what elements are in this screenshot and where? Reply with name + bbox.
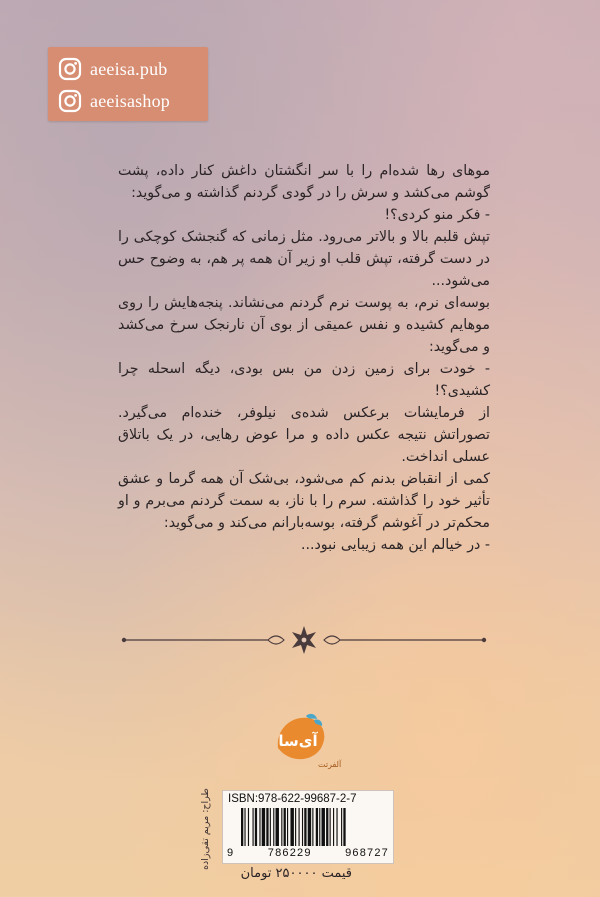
excerpt-paragraph: کمی از انقباض بدنم کم می‌شود، بی‌شک آن همه گرما و عشق تأثیر خود را گذاشته. سرم را با ناز، به سمت گردنم می‌برم و او محکم‌تر در آغوشم گرفته، بوسه‌بارانم می‌کند و می‌گوید: <box>118 471 490 531</box>
barcode-digit-group: 9 <box>227 847 235 859</box>
star-ornament-icon <box>118 622 490 658</box>
social-link-shop[interactable] <box>58 85 170 117</box>
barcode-number <box>227 847 389 859</box>
publisher-logo-sub: آلفرتت <box>318 760 342 769</box>
instagram-icon <box>58 57 82 81</box>
social-handle: aeeisashop <box>90 90 170 111</box>
social-link-pub[interactable] <box>58 53 167 85</box>
excerpt-dialog: - فکر منو کردی؟! <box>384 207 490 223</box>
price-label: قیمت ۲۵۰۰۰۰ تومان <box>240 866 352 881</box>
isbn-barcode-box <box>222 790 394 864</box>
excerpt-paragraph: از فرمایشات برعکس شده‌ی نیلوفر، خنده‌ام می‌گیرد. تصوراتش نتیجه عکس داده و مرا عوض رهایی، در یک باتلاق عسلی انداخت. <box>118 405 490 465</box>
isbn-label: ISBN:978-622-99687-2-7 <box>228 793 357 805</box>
excerpt-paragraph: تپش قلبم بالا و بالاتر می‌رود. مثل زمانی که گنجشک کوچکی را در دست گرفته، تپش قلب او زیر آن همه پر هم، به وضوح حس می‌شود... <box>118 229 490 289</box>
instagram-icon <box>58 89 82 113</box>
excerpt-paragraph: موهای رها شده‌ام را با سر انگشتان داغش کنار داده، پشت گوشم می‌کشد و سرش را در گودی گردنم گذاشته و می‌گوید: <box>118 163 490 201</box>
social-links-box <box>48 47 208 121</box>
barcode-icon <box>239 808 389 846</box>
excerpt-dialog: - خودت برای زمین زدن من بس بودی، دیگه اسحله چرا کشیدی؟! <box>118 361 490 399</box>
barcode-digit-group: 968727 <box>345 847 389 859</box>
excerpt-text <box>118 160 490 556</box>
social-handle: aeeisa.pub <box>90 58 168 79</box>
designer-credit: طراح: مریم تقی‌زاده <box>200 788 211 870</box>
excerpt-dialog: - در خیالم این همه زیبایی نبود... <box>300 537 490 553</box>
excerpt-paragraph: بوسه‌ای نرم، به پوست نرم گردنم می‌نشاند. پنجه‌هایش را روی موهایم کشیده و نفس عمیقی از بوی آن نارنجک سرخ می‌کشد و می‌گوید: <box>118 295 490 355</box>
publisher-logo-text: آی‌سا <box>278 732 318 750</box>
barcode-digit-group: 786229 <box>267 847 312 859</box>
